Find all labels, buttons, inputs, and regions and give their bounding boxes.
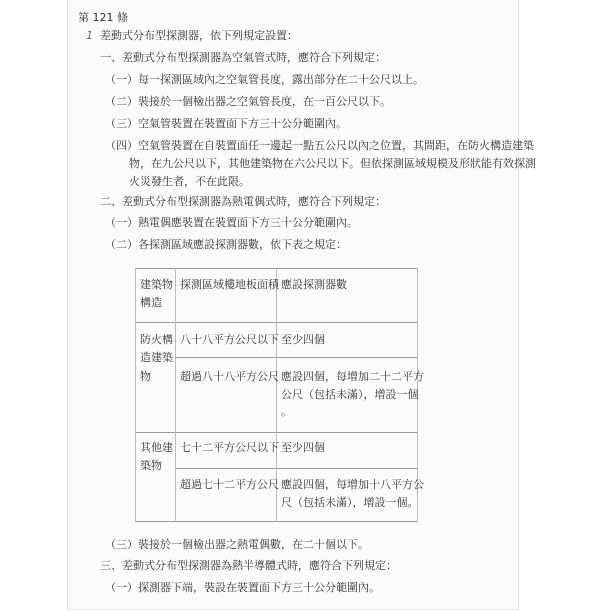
section-2-heading: 二、差動式分布型探測器為熱電偶式時，應符合下列規定： [100,195,386,208]
section-2-item: （三）裝接於一個檢出器之熱電偶數，在二十個以下。 [105,538,369,551]
header-count: 應設探測器數 [281,278,347,291]
section-2-item: （二）各探測區域應設探測器數，依下表之規定： [105,238,347,251]
paragraph-number: 1 [86,29,93,42]
header-structure: 構造 [140,296,162,309]
cell-area: 超過七十二平方公尺 [180,478,279,491]
section-1-item: （二）裝接於一個檢出器之空氣管長度，在一百公尺以下。 [105,95,391,108]
section-2-item: （一）熱電偶應裝置在裝置面下方三十公分範圍內。 [105,216,358,229]
cell-structure: 築物 [140,459,162,472]
cell-structure: 物 [140,370,151,383]
cell-area: 七十二平方公尺以下 [180,441,279,454]
section-3-item: （一）探測器下端，裝設在裝置面下方三十公分範圍內。 [105,581,380,594]
cell-count: 。 [281,405,292,418]
cell-count: 尺（包括未滿），增設一個。 [281,496,419,509]
cell-count: 應設四個，每增加十八平方公 [281,478,424,491]
intro-text: 差動式分布型探測器，依下列規定設置： [100,29,298,42]
article-title: 第 121 條 [78,11,128,24]
cell-count: 應設四個，每增加二十二平方 [281,370,424,383]
cell-area: 八十八平方公尺以下 [180,333,279,346]
cell-count: 至少四個 [281,441,325,454]
cell-count: 至少四個 [281,333,325,346]
header-area: 探測區域樓地板面積 [180,278,279,291]
header-structure: 建築物 [140,278,173,291]
cell-area: 超過八十八平方公尺 [180,370,279,383]
cell-structure: 其他建 [140,441,173,454]
cell-structure: 防火構 [140,333,173,346]
section-1-item: （一）每一探測區域內之空氣管長度，露出部分在二十公尺以上。 [105,73,424,86]
section-1-item: （四）空氣管裝置在自裝置面任一邊起一點五公尺以內之位置，其間距，在防火構造建築 [105,139,534,152]
section-3-heading: 三、差動式分布型探測器為熱半導體式時，應符合下列規定： [100,559,397,572]
section-1-item-cont: 火災發生者，不在此限。 [129,175,250,188]
section-1-item-cont: 物，在九公尺以下，其他建築物在六公尺以下。但依探測區域規模及形狀能有效探測 [129,157,536,170]
cell-count: 公尺（包括未滿），增設一個 [281,388,419,401]
cell-structure: 造建築 [140,351,173,364]
section-1-item: （三）空氣管裝置在裝置面下方三十公分範圍內。 [105,117,347,130]
section-1-heading: 一、差動式分布型探測器為空氣管式時，應符合下列規定： [100,51,386,64]
